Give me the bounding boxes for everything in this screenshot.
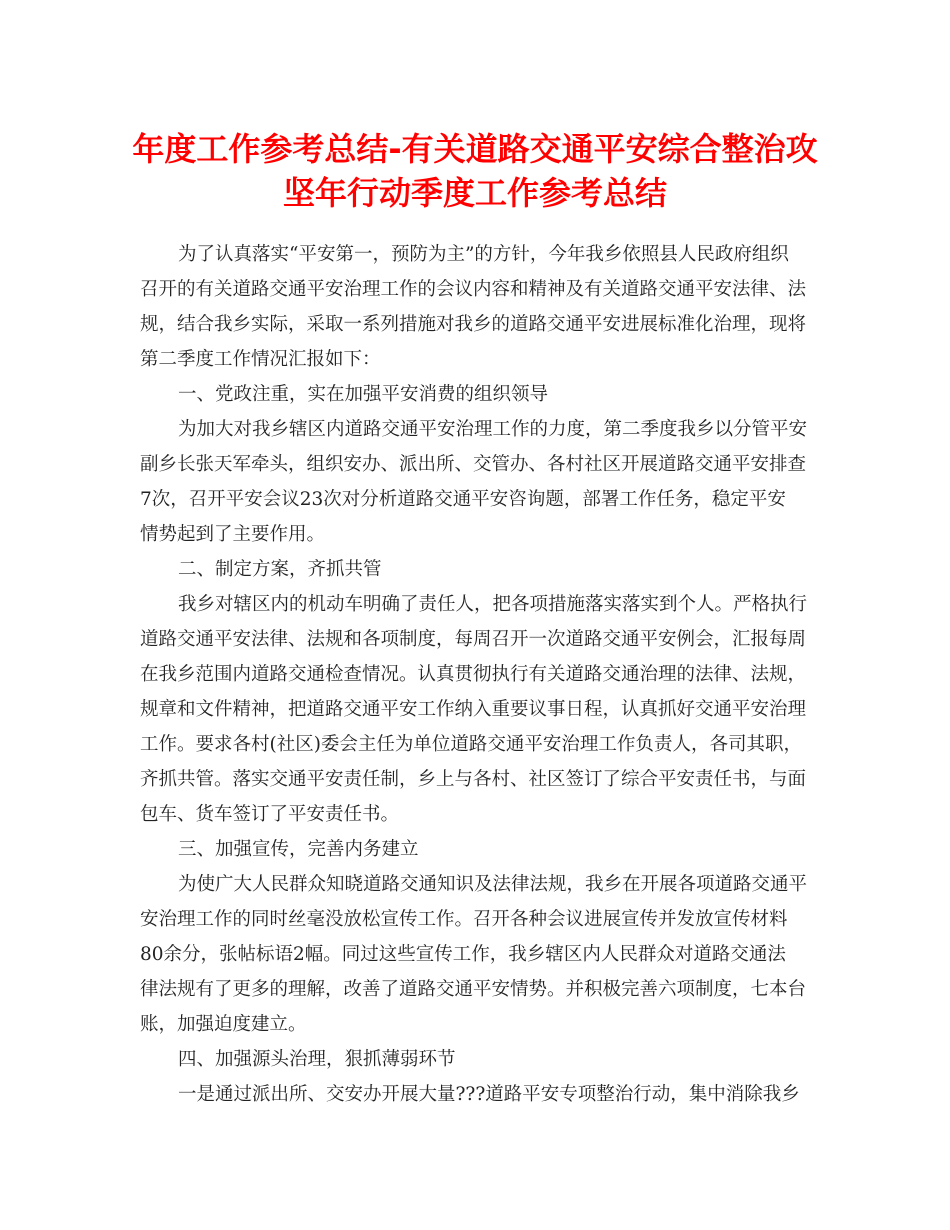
document-title-line-2: 坚年行动季度工作参考总结 [282,174,667,212]
paragraph-line: 为了认真落实“平安第一，预防为主”的方针，今年我乡依照县人民政府组织 [178,244,789,265]
document-title-line-1: 年度工作参考总结-有关道路交通平安综合整治攻 [132,130,818,168]
paragraph-line: 一是通过派出所、交安办开展大量???道路平安专项整治行动，集中消除我乡 [178,1084,800,1105]
paragraph-line: 第二季度工作情况汇报如下： [140,349,381,370]
paragraph-line: 规，结合我乡实际，采取一系列措施对我乡的道路交通平安进展标准化治理，现将 [140,314,807,335]
paragraph-line: 情势起到了主要作用。 [140,524,326,545]
section-heading: 三、加强宣传，完善内务建立 [178,839,419,860]
paragraph-line: 为使广大人民群众知晓道路交通知识及法律法规，我乡在开展各项道路交通平 [178,874,808,895]
paragraph-line: 齐抓共管。落实交通平安责任制，乡上与各村、社区签订了综合平安责任书，与面 [140,769,807,790]
paragraph-line: 召开的有关道路交通平安治理工作的会议内容和精神及有关道路交通平安法律、法 [140,279,807,300]
paragraph-line: 我乡对辖区内的机动车明确了责任人，把各项措施落实落实到个人。严格执行 [178,594,808,615]
paragraph-line: 副乡长张天军牵头，组织安办、派出所、交管办、各村社区开展道路交通平安排查 [140,454,807,475]
paragraph-line: 安治理工作的同时丝毫没放松宣传工作。召开各种会议进展宣传并发放宣传材料 [140,909,788,930]
paragraph-line: 80余分，张帖标语2幅。同过这些宣传工作，我乡辖区内人民群众对道路交通法 [140,944,786,965]
paragraph-line: 在我乡范围内道路交通检查情况。认真贯彻执行有关道路交通治理的法律、法规， [140,664,807,685]
paragraph-line: 规章和文件精神，把道路交通平安工作纳入重要议事日程，认真抓好交通平安治理 [140,699,807,720]
section-heading: 一、党政注重，实在加强平安消费的组织领导 [178,384,549,405]
paragraph-line: 为加大对我乡辖区内道路交通平安治理工作的力度，第二季度我乡以分管平安 [178,419,808,440]
paragraph-line: 账，加强迫度建立。 [140,1014,307,1035]
paragraph-line: 道路交通平安法律、法规和各项制度，每周召开一次道路交通平安例会，汇报每周 [140,629,807,650]
section-heading: 二、制定方案，齐抓共管 [178,559,382,580]
paragraph-line: 7次，召开平安会议23次对分析道路交通平安咨询题，部署工作任务，稳定平安 [140,489,786,510]
paragraph-line: 工作。要求各村(社区)委会主任为单位道路交通平安治理工作负责人，各司其职， [140,734,802,755]
section-heading: 四、加强源头治理，狠抓薄弱环节 [178,1049,456,1070]
paragraph-line: 包车、货车签订了平安责任书。 [140,804,400,825]
paragraph-line: 律法规有了更多的理解，改善了道路交通平安情势。并积极完善六项制度，七本台 [140,979,807,1000]
